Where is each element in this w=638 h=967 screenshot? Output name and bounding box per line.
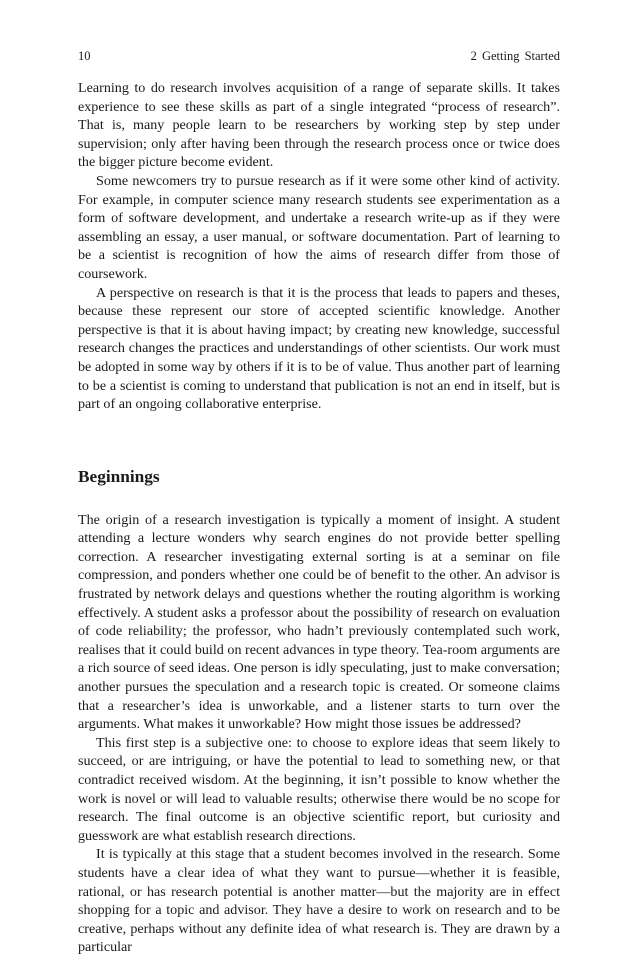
section-heading: Beginnings (78, 466, 160, 486)
paragraph: A perspective on research is that it is the process that leads to papers and theses, because these represent our store of accepted scientific knowledge. Another perspective is that it is about having impact; by creating new knowledge, successful research changes the practices and understandings of other scientists. Our work must be adopted in some way by others if it is to be of value. Thus another part of learning to be a scientist is coming to understand that publication is not an end in itself, but is part of an ongoing collaborative enterprise. (78, 284, 560, 413)
paragraph: Some newcomers try to pursue research as if it were some other kind of activity. For example, in computer science many research students see experimentation as a form of software development, and undertake a research write-up as if they were assembling an essay, a user manual, or software documentation. Part of learning to be a scientist is recognition of how the aims of research differ from those of coursework. (78, 172, 560, 282)
paragraph: This first step is a subjective one: to choose to explore ideas that seem likely to succeed, or are intriguing, or have the potential to lead to something new, or that contradict received wisdom. At the beginning, it isn’t possible to know whether the work is novel or will lead to valuable results; otherwise there would be no scope for research. The final outcome is an objective scientific report, but curiosity and guesswork are what establish research directions. (78, 734, 560, 844)
beginnings-section (78, 511, 560, 957)
paragraph: It is typically at this stage that a student becomes involved in the research. Some students have a clear idea of what they want to pursue—whether it is feasible, rational, or has research potential is another matter—but the majority are in effect shopping for a topic and advisor. They have a desire to work on research and to be creative, perhaps without any definite idea of what research is. They are drawn by a particular (78, 846, 560, 956)
paragraph: Learning to do research involves acquisition of a range of separate skills. It takes experience to see these skills as part of a single integrated “process of research”. That is, many people learn to be researchers by working step by step under supervision; only after having been through the research process once or twice does the bigger picture become evident. (78, 80, 560, 171)
intro-section (78, 79, 560, 414)
page-number: 10 (78, 49, 91, 63)
running-head (78, 48, 560, 64)
book-page (78, 48, 560, 957)
paragraph: The origin of a research investigation is typically a moment of insight. A student attending a lecture wonders why search engines do not provide better spelling correction. A researcher investigating external sorting is at a seminar on file compression, and ponders whether one could be of benefit to the other. An advisor is frustrated by network delays and questions whether the routing algorithm is working effectively. A student asks a professor about the possibility of research on evaluation of code reliability; the professor, who hadn’t previously contemplated such work, realises that it could build on recent advances in type theory. Tea-room arguments are a rich source of seed ideas. One person is idly speculating, just to make conversation; another pursues the speculation and a research topic is created. Or someone claims that a researcher’s idea is unworkable, and a listener starts to turn over the arguments. What makes it unworkable? How might those issues be addressed? (78, 511, 560, 733)
chapter-title: 2 Getting Started (470, 49, 560, 63)
